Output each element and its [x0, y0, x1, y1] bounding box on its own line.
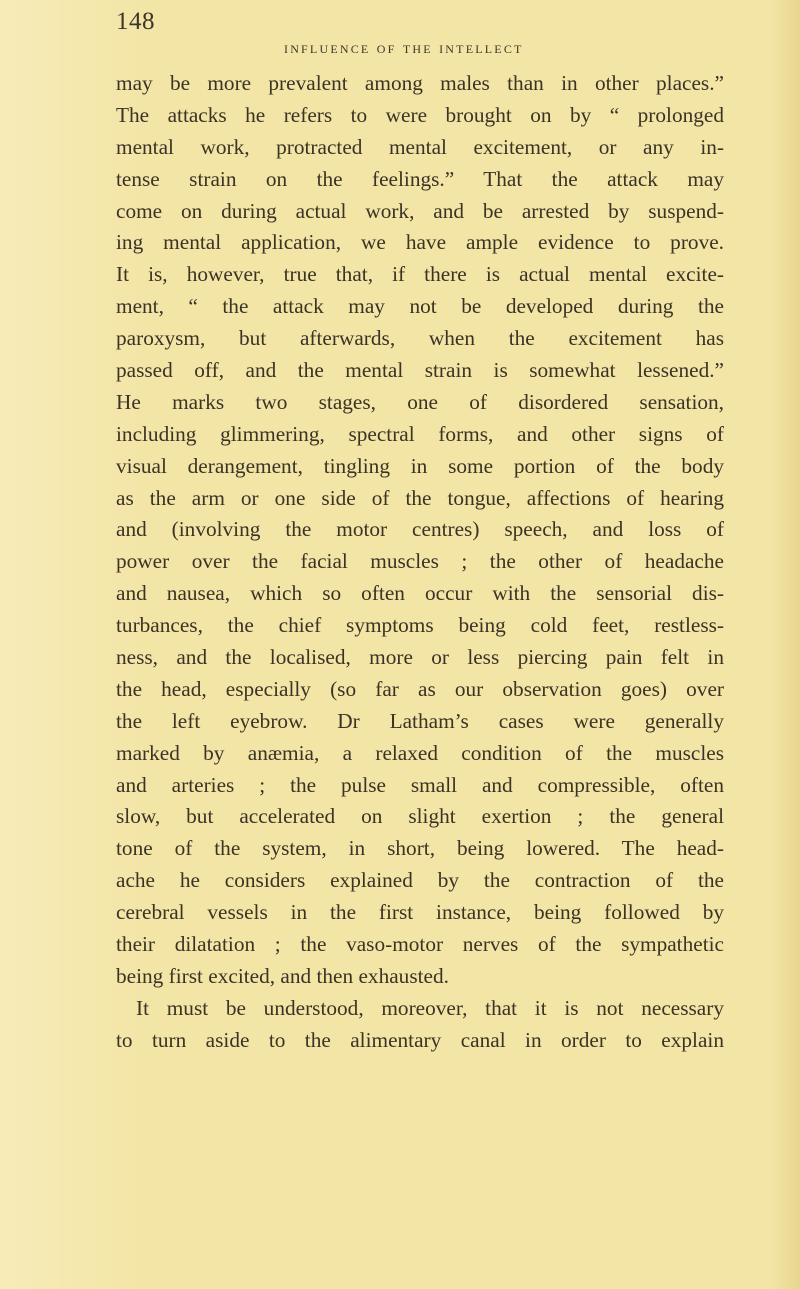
- text-line: ness, and the localised, more or less piercing pain felt in: [116, 645, 724, 670]
- text-line: turbances, the chief symptoms being cold feet, restless-: [116, 613, 724, 638]
- running-title: influence of the intellect: [284, 38, 524, 57]
- text-line: ache he considers explained by the contraction of the: [116, 868, 724, 893]
- text-line: mental work, protracted mental excitement, or any in-: [116, 134, 724, 159]
- text-line: tone of the system, in short, being lowered. The head-: [116, 836, 724, 861]
- text-line: their dilatation ; the vaso-motor nerves of the sympathetic: [116, 932, 724, 957]
- text-line: and (involving the motor centres) speech, and loss of: [116, 517, 724, 542]
- text-line: tense strain on the feelings.” That the attack may: [116, 166, 724, 191]
- text-line: cerebral vessels in the first instance, being followed by: [116, 900, 724, 925]
- text-line-paragraph-start: It must be understood, moreover, that it is not necessary: [136, 995, 724, 1020]
- text-line: marked by anæmia, a relaxed condition of the muscles: [116, 740, 724, 765]
- running-head: [116, 8, 716, 58]
- text-line: the left eyebrow. Dr Latham’s cases were generally: [116, 708, 724, 733]
- text-line: paroxysm, but afterwards, when the excitement has: [116, 326, 724, 351]
- text-line: to turn aside to the alimentary canal in order to explain: [116, 1027, 724, 1052]
- page-number: 148: [116, 8, 155, 35]
- text-line: including glimmering, spectral forms, and other signs of: [116, 421, 724, 446]
- text-line: the head, especially (so far as our observation goes) over: [116, 676, 724, 701]
- text-line: ing mental application, we have ample evidence to prove.: [116, 230, 724, 255]
- text-line: visual derangement, tingling in some portion of the body: [116, 453, 724, 478]
- text-line: It is, however, true that, if there is actual mental excite-: [116, 262, 724, 287]
- text-line: as the arm or one side of the tongue, affections of hearing: [116, 485, 724, 510]
- text-line: The attacks he refers to were brought on by “ prolonged: [116, 102, 724, 127]
- text-line: passed off, and the mental strain is somewhat lessened.”: [116, 358, 724, 383]
- text-line: He marks two stages, one of disordered sensation,: [116, 389, 724, 414]
- body-text: [116, 68, 724, 1057]
- text-line-paragraph-end: being first excited, and then exhausted.: [116, 963, 449, 988]
- text-line: ment, “ the attack may not be developed during the: [116, 294, 724, 319]
- text-line: and arteries ; the pulse small and compressible, often: [116, 772, 724, 797]
- text-line: power over the facial muscles ; the other of headache: [116, 549, 724, 574]
- text-line: may be more prevalent among males than in other places.”: [116, 71, 724, 95]
- text-line: and nausea, which so often occur with the sensorial dis-: [116, 581, 724, 606]
- text-line: come on during actual work, and be arrested by suspend-: [116, 198, 724, 223]
- text-line: slow, but accelerated on slight exertion ; the general: [116, 804, 724, 829]
